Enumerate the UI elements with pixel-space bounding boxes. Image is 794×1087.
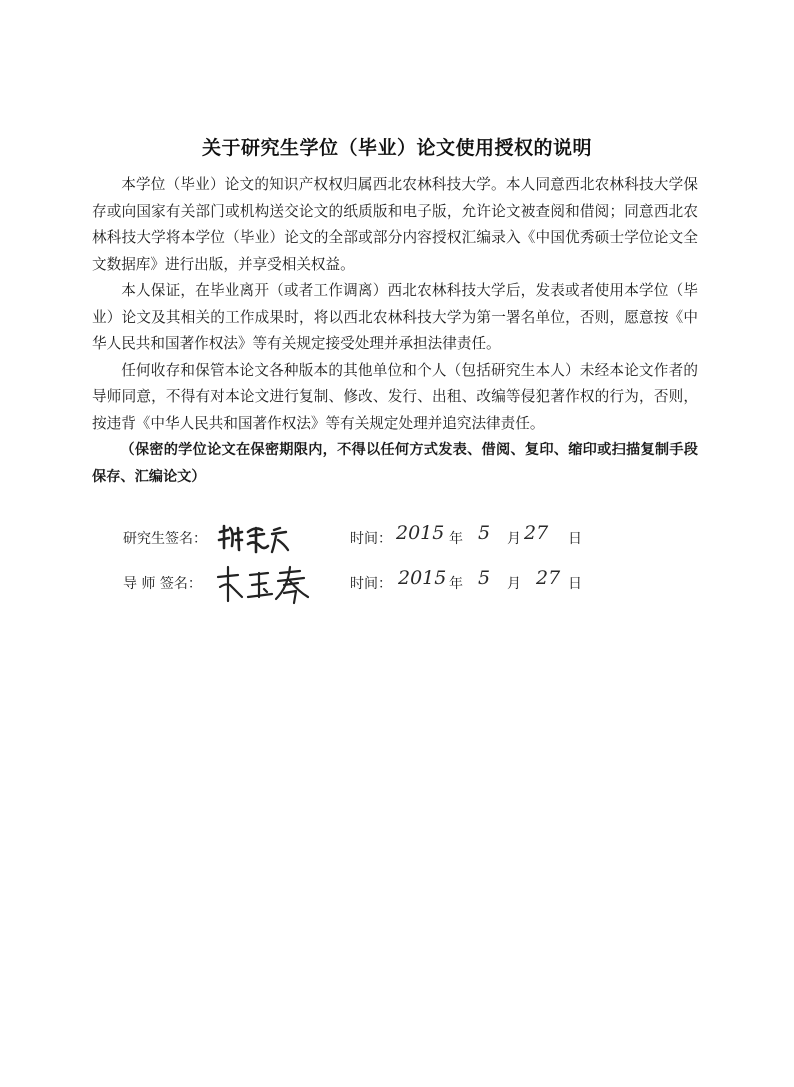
student-day: 27 — [524, 522, 549, 544]
student-year: 2015 — [396, 522, 445, 544]
student-month: 5 — [478, 522, 491, 544]
advisor-signature-label: 导 师 签名： — [123, 576, 202, 592]
advisor-day-unit: 日 — [568, 576, 582, 592]
document-title: 关于研究生学位（毕业）论文使用授权的说明 — [201, 137, 592, 159]
paragraph-3: 任何收存和保管本论文各种版本的其他单位和个人（包括研究生本人）未经本论文作者的导师同意，不得有对本论文进行复制、修改、发行、出租、改编等侵犯著作权的行为，否则，按违背《中华人民共和国著作权法》等有关规定处理并追究法律责任。 — [92, 361, 698, 432]
paragraph-1: 本学位（毕业）论文的知识产权权归属西北农林科技大学。本人同意西北农林科技大学保存或向国家有关部门或机构送交论文的纸质版和电子版，允许论文被查阅和借阅；同意西北农林科技大学将本学位（毕业）论文的全部或部分内容授权汇编录入《中国优秀硕士学位论文全文数据库》进行出版，并享受相关权益。 — [92, 176, 698, 273]
student-year-unit: 年 — [449, 531, 463, 547]
document-body — [92, 172, 698, 490]
advisor-signature-graphic — [214, 563, 324, 607]
student-signature-graphic — [214, 518, 324, 558]
advisor-signature-row — [0, 563, 794, 603]
advisor-day: 27 — [536, 567, 561, 589]
student-handwritten-signature — [214, 518, 324, 558]
advisor-handwritten-signature — [214, 563, 324, 603]
advisor-month-unit: 月 — [507, 576, 521, 592]
student-signature-label: 研究生签名： — [123, 531, 207, 547]
student-signature-row — [0, 518, 794, 558]
advisor-month: 5 — [478, 567, 491, 589]
student-time-label: 时间： — [350, 531, 392, 547]
advisor-year-unit: 年 — [449, 576, 463, 592]
paragraph-2: 本人保证，在毕业离开（或者工作调离）西北农林科技大学后，发表或者使用本学位（毕业）论文及其相关的工作成果时，将以西北农林科技大学为第一署名单位，否则，愿意按《中华人民共和国著作权法》等有关规定接受处理并承担法律责任。 — [92, 282, 698, 352]
student-month-unit: 月 — [507, 531, 521, 547]
advisor-time-label: 时间： — [350, 576, 392, 592]
advisor-year: 2015 — [398, 567, 447, 589]
confidential-note: （保密的学位论文在保密期限内，不得以任何方式发表、借阅、复印、缩印或扫描复制手段保存、汇编论文） — [92, 442, 698, 485]
student-day-unit: 日 — [568, 531, 582, 547]
